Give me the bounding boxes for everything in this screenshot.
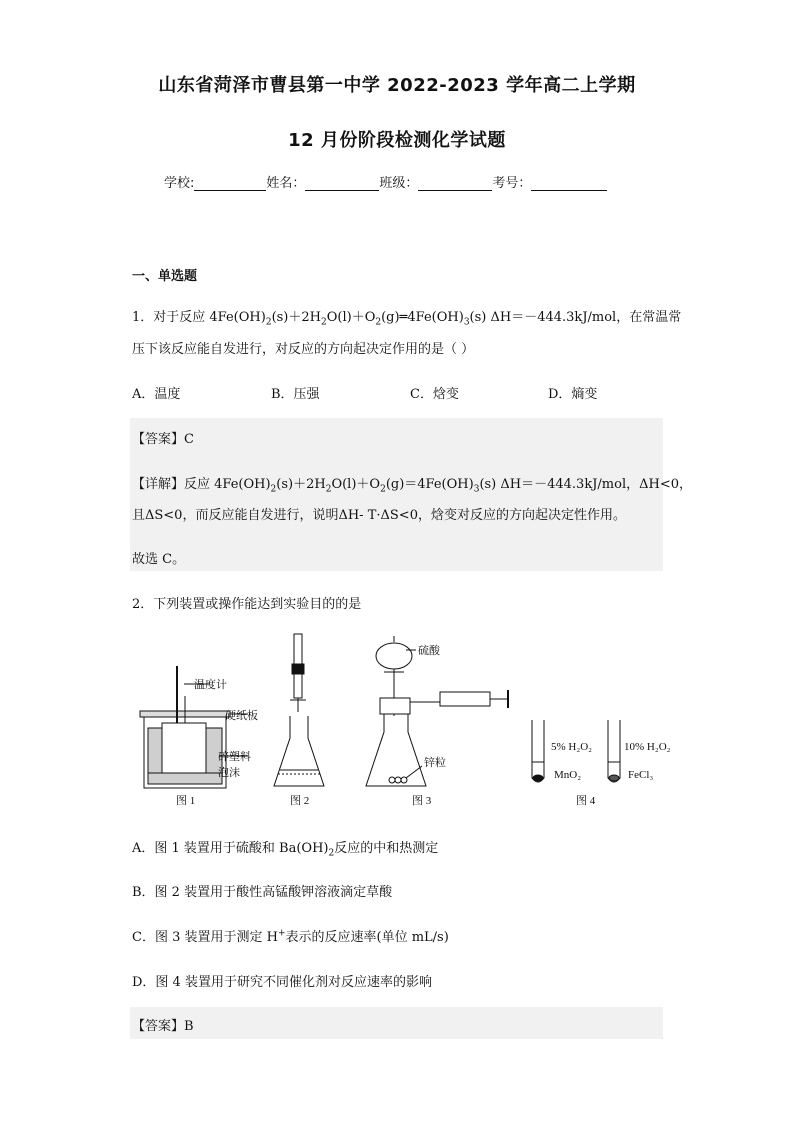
- page-title-line2: 12 月份阶段检测化学试题: [288, 130, 506, 151]
- q1-stem-line1: [132, 306, 681, 328]
- q1-option-a[interactable]: A．温度: [132, 387, 181, 402]
- fig4-tube1-catalyst: MnO₂: [554, 769, 582, 781]
- fig1-label-thermometer: 温度计: [194, 678, 227, 691]
- option-text: A．图 1 装置用于硫酸和 Ba(OH): [132, 841, 329, 856]
- subscript: 2: [328, 848, 335, 859]
- fig3-label-acid: 硫酸: [418, 644, 440, 657]
- q2-option-a[interactable]: [132, 837, 438, 859]
- subscript: 2: [270, 484, 277, 495]
- subscript: 3: [473, 484, 480, 495]
- fig3-label-zinc: 锌粒: [424, 756, 446, 769]
- q1-option-d[interactable]: D．熵变: [548, 387, 598, 402]
- q2-apparatus-figure: [130, 628, 690, 813]
- fig2-caption: 图 2: [290, 795, 310, 807]
- q1-option-c[interactable]: C．焓变: [410, 387, 459, 402]
- detail-text: 【详解】反应 4Fe(OH): [132, 477, 271, 492]
- fig4-tube2-catalyst: FeCl₃: [628, 769, 654, 781]
- q1-text: (g)═4Fe(OH): [381, 310, 464, 325]
- option-text: 反应的中和热测定: [334, 841, 439, 856]
- name-blank[interactable]: [305, 176, 379, 191]
- detail-text: (s) ΔH＝－444.3kJ/mol，ΔH<0，: [479, 477, 692, 492]
- q1-stem-line2: 压下该反应能自发进行，对反应的方向起决定作用的是（ ）: [132, 342, 475, 357]
- q1-answer: 【答案】C: [132, 432, 194, 447]
- subscript: 2: [325, 484, 332, 495]
- fig1-caption: 图 1: [176, 795, 196, 807]
- option-text: 表示的反应速率(单位 mL/s): [285, 930, 449, 945]
- school-blank[interactable]: [194, 176, 266, 191]
- q1-option-b[interactable]: B．压强: [271, 387, 320, 402]
- subscript: 2: [321, 317, 327, 328]
- q2-answer: 【答案】B: [132, 1019, 194, 1034]
- option-text: C．图 3 装置用于测定 H: [132, 930, 278, 945]
- subscript: 3: [463, 317, 470, 328]
- fig1-label-foam2: 泡沫: [218, 766, 240, 779]
- q2-stem: 2．下列装置或操作能达到实验目的的是: [132, 597, 362, 612]
- section-title: 一、单选题: [132, 269, 198, 284]
- fig3-caption: 图 3: [412, 795, 432, 807]
- fig4-caption: 图 4: [576, 795, 596, 807]
- class-label: 班级：: [379, 176, 419, 191]
- q2-option-b[interactable]: B．图 2 装置用于酸性高锰酸钾溶液滴定草酸: [132, 885, 393, 900]
- q1-text: (s)＋2H: [271, 310, 321, 325]
- fig4-tube2-solution: 10% H₂O₂: [624, 741, 671, 753]
- q1-detail-line2: 且ΔS<0，而反应能自发进行，说明ΔH- T·ΔS<0，焓变对反应的方向起决定性作用。: [132, 508, 626, 523]
- page-title-line1: 山东省菏泽市曹县第一中学 2022-2023 学年高二上学期: [158, 75, 636, 96]
- detail-text: O(l)＋O: [331, 477, 381, 492]
- fig1-label-cardboard: 硬纸板: [225, 709, 258, 722]
- name-label: 姓名：: [266, 176, 306, 191]
- number-label: 考号：: [492, 176, 532, 191]
- fig4-tube1-solution: 5% H₂O₂: [551, 741, 592, 753]
- q1-text: (s) ΔH＝－444.3kJ/mol，在常温常: [469, 310, 682, 325]
- superscript: +: [277, 928, 286, 939]
- fig1-label-foam1: 碎塑料: [218, 750, 251, 763]
- detail-text: (s)＋2H: [276, 477, 326, 492]
- subscript: 2: [375, 317, 382, 328]
- q1-text: O(l)＋O: [326, 310, 376, 325]
- q1-detail-line1: [132, 473, 692, 495]
- detail-text: (g)＝4Fe(OH): [385, 477, 474, 492]
- subscript: 2: [265, 317, 272, 328]
- school-label: 学校:: [164, 176, 195, 191]
- q2-answer-box: [130, 1007, 663, 1039]
- q1-detail-line3: 故选 C。: [132, 552, 186, 567]
- student-info-line: [164, 172, 607, 191]
- number-blank[interactable]: [531, 176, 607, 191]
- subscript: 2: [380, 484, 386, 495]
- q1-text: 1．对于反应 4Fe(OH): [132, 310, 266, 325]
- fig2-titration: [274, 634, 324, 786]
- q2-option-d[interactable]: D．图 4 装置用于研究不同催化剂对反应速率的影响: [132, 975, 432, 990]
- q2-option-c[interactable]: [132, 926, 449, 945]
- class-blank[interactable]: [418, 176, 492, 191]
